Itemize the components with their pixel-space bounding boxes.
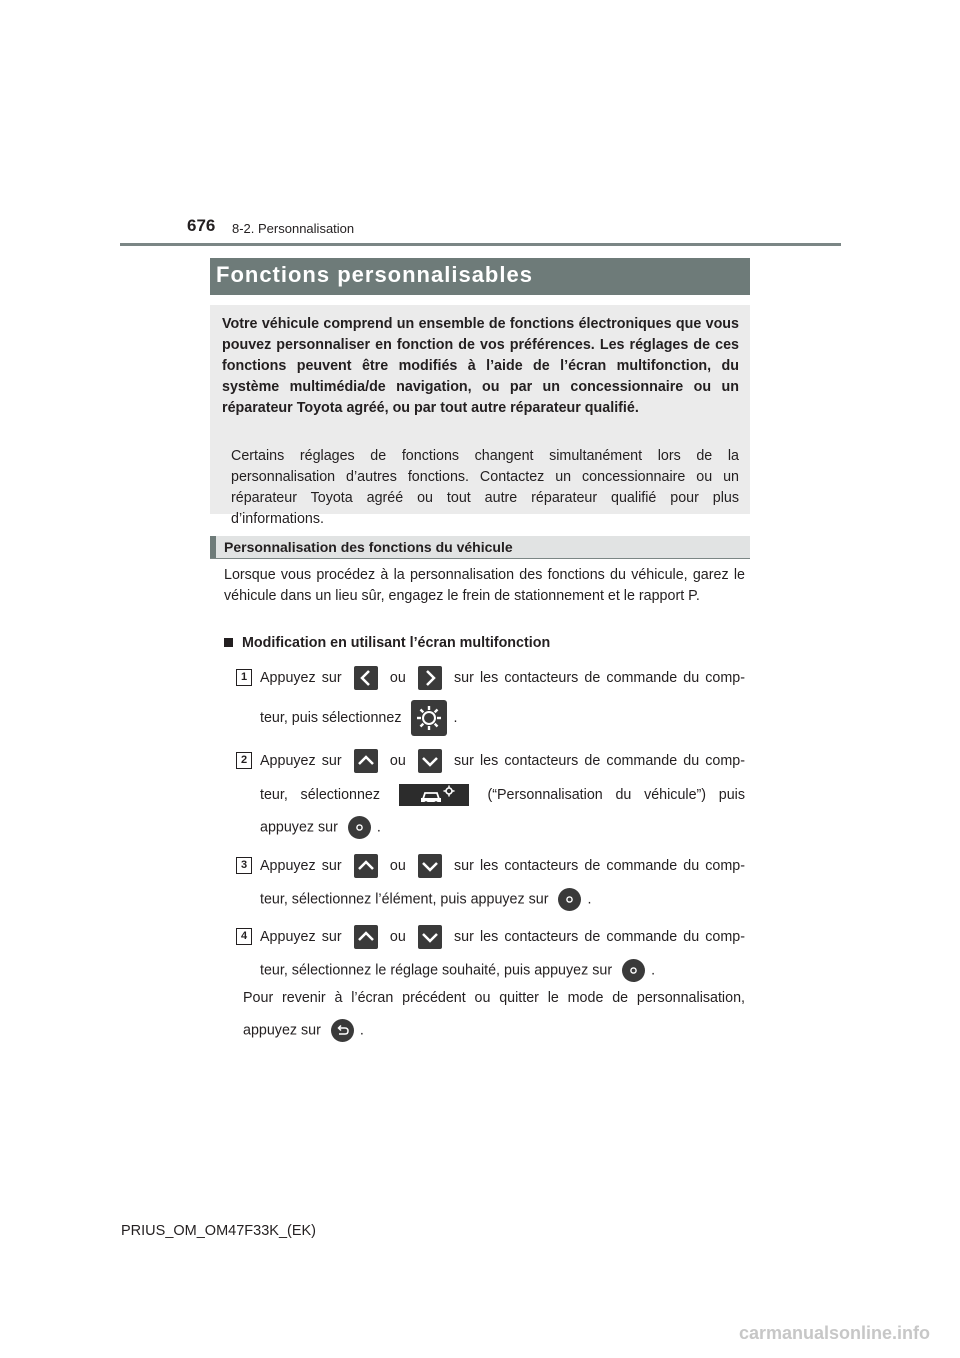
ok-button-icon xyxy=(348,816,371,839)
intro-bold-text: Votre véhicule comprend un ensemble de fonctions électroniques que vous pouvez personnaliser en fonction de vos préférences. Les réglages de ces fonctions peuvent être modifiés à l’aide de l’écran multifonction, du système multimédia/de navigation, ou par un concessionnaire ou un réparateur Toyota agréé, ou par tout autre réparateur qualifié. xyxy=(222,316,739,416)
ok-button-icon xyxy=(558,888,581,911)
intro-box xyxy=(210,305,750,527)
chevron-up-icon xyxy=(354,854,378,878)
bullet-heading xyxy=(224,635,550,651)
document-code-footer: PRIUS_OM_OM47F33K_(EK) xyxy=(121,1223,317,1239)
step-2-line-2: teur, sélectionnez (“Personnalisation du véhicule”) puis xyxy=(260,784,745,806)
chevron-left-icon xyxy=(354,666,378,690)
chevron-down-icon xyxy=(418,925,442,949)
back-arrow-icon xyxy=(331,1019,354,1042)
square-bullet-icon xyxy=(224,638,233,647)
chevron-down-icon xyxy=(418,749,442,773)
vehicle-customization-icon xyxy=(399,784,469,806)
chevron-down-icon xyxy=(418,854,442,878)
chevron-right-icon xyxy=(418,666,442,690)
return-note-line-2: appuyez sur . xyxy=(243,1019,364,1042)
page-number: 676 xyxy=(187,216,216,235)
ok-button-icon xyxy=(622,959,645,982)
header-rule xyxy=(120,243,841,246)
step-3-line-1: Appuyez sur ou sur les contacteurs de commande du comp- xyxy=(260,854,745,878)
step-2-line-1: Appuyez sur ou sur les contacteurs de commande du comp- xyxy=(260,749,745,773)
step-number-2: 2 xyxy=(236,752,252,769)
subsection-paragraph: Lorsque vous procédez à la personnalisation des fonctions du véhicule, garez le véhicule dans un lieu sûr, engagez le frein de stationnement et le rapport P. xyxy=(224,567,745,604)
settings-gear-icon xyxy=(411,700,447,736)
intro-note-text: Certains réglages de fonctions changent simultanément lors de la personnalisation d’autres fonctions. Contactez un concessionnaire ou un réparateur Toyota agréé ou tout autre réparateur qualifié pour plus d’informations. xyxy=(231,448,739,527)
step-4-line-1: Appuyez sur ou sur les contacteurs de commande du comp- xyxy=(260,925,745,949)
step-number-3: 3 xyxy=(236,857,252,874)
title-bar xyxy=(210,258,750,295)
return-note-line-1: Pour revenir à l’écran précédent ou quitter le mode de personnalisation, xyxy=(243,990,745,1006)
page-title: Fonctions personnalisables xyxy=(216,262,533,287)
subsection-accent xyxy=(210,536,216,558)
step-number-4: 4 xyxy=(236,928,252,945)
bullet-heading-text: Modification en utilisant l’écran multifonction xyxy=(242,635,551,651)
step-3-line-2: teur, sélectionnez l’élément, puis appuyez sur . xyxy=(260,888,591,911)
step-4-line-2: teur, sélectionnez le réglage souhaité, puis appuyez sur . xyxy=(260,959,655,982)
watermark: carmanualsonline.info xyxy=(738,1323,930,1343)
step-1-line-1: Appuyez sur ou sur les contacteurs de commande du comp- xyxy=(260,666,745,690)
chevron-up-icon xyxy=(354,925,378,949)
subsection-bar xyxy=(210,536,750,559)
chevron-up-icon xyxy=(354,749,378,773)
section-label: 8-2. Personnalisation xyxy=(232,221,355,236)
step-2-line-3: appuyez sur . xyxy=(260,816,381,839)
subsection-title: Personnalisation des fonctions du véhicule xyxy=(224,539,513,555)
step-number-1: 1 xyxy=(236,669,252,686)
step-1-line-2: teur, puis sélectionnez . xyxy=(260,700,457,736)
